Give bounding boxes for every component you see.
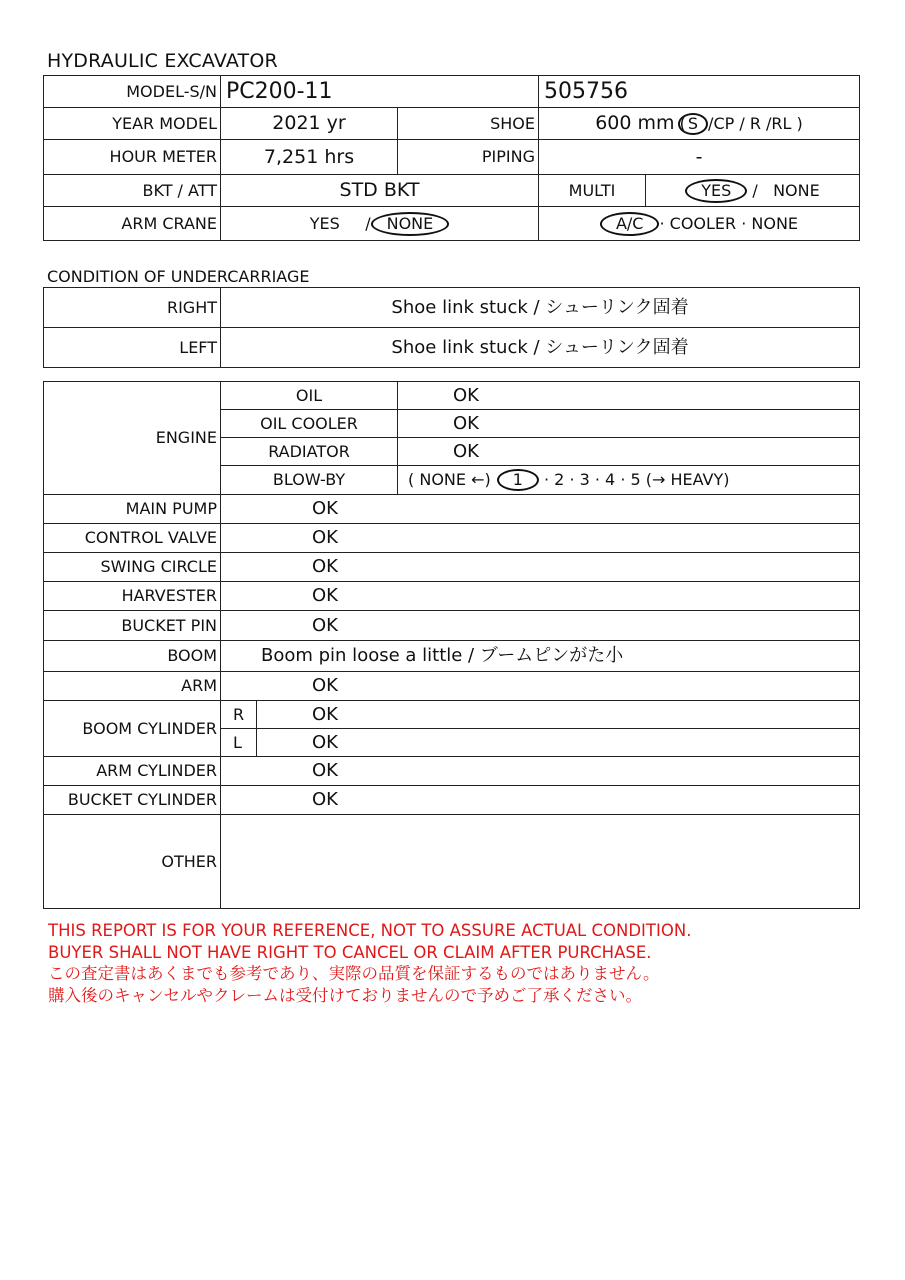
boom-cylinder-label: BOOM CYLINDER (44, 701, 221, 757)
blowby-none: ( NONE ←) (408, 470, 491, 489)
engine-label: ENGINE (44, 382, 221, 495)
disclaimer-line-4: 購入後のキャンセルやクレームは受付けておりませんので予めご了承ください。 (48, 985, 642, 1005)
boom-cylinder-l-label: L (221, 729, 257, 757)
shoe-options: /CP / R /RL ) (708, 113, 803, 133)
condition-table (43, 381, 860, 909)
undercarriage-table (43, 287, 860, 368)
page-title: HYDRAULIC EXCAVATOR (47, 50, 278, 72)
ac-circled: A/C (600, 212, 660, 236)
harvester-value: OK (221, 582, 860, 611)
arm-crane-value (221, 207, 539, 241)
engine-oil-cooler-value: OK (398, 410, 860, 438)
ac-value (539, 207, 860, 241)
engine-oil-cooler-label: OIL COOLER (221, 410, 398, 438)
bkt-att-value: STD BKT (221, 175, 539, 207)
blowby-selected-circled: 1 (497, 469, 539, 491)
main-pump-value: OK (221, 495, 860, 524)
boom-label: BOOM (44, 641, 221, 672)
engine-blowby-label: BLOW-BY (221, 466, 398, 495)
swing-circle-value: OK (221, 553, 860, 582)
hour-meter-value: 7,251 hrs (221, 140, 398, 175)
bkt-att-label: BKT / ATT (44, 175, 221, 207)
arm-cylinder-value: OK (221, 757, 860, 786)
piping-label: PIPING (398, 140, 539, 175)
multi-sep: / (752, 180, 758, 200)
disclaimer (48, 920, 691, 1006)
shoe-value (539, 108, 860, 140)
uc-right-value: Shoe link stuck / シューリンク固着 (221, 288, 860, 328)
arm-label: ARM (44, 672, 221, 701)
control-valve-label: CONTROL VALVE (44, 524, 221, 553)
arm-crane-none-circled: NONE (371, 212, 450, 236)
swing-circle-label: SWING CIRCLE (44, 553, 221, 582)
engine-oil-value: OK (398, 382, 860, 410)
arm-cylinder-label: ARM CYLINDER (44, 757, 221, 786)
multi-label: MULTI (539, 175, 646, 207)
undercarriage-title: CONDITION OF UNDERCARRIAGE (47, 267, 310, 286)
engine-blowby-scale (398, 466, 860, 495)
other-label: OTHER (44, 815, 221, 909)
piping-value: - (539, 140, 860, 175)
shoe-open: ( (679, 113, 686, 133)
bucket-cylinder-label: BUCKET CYLINDER (44, 786, 221, 815)
multi-none: NONE (773, 180, 820, 200)
bucket-pin-label: BUCKET PIN (44, 611, 221, 641)
bucket-cylinder-value: OK (221, 786, 860, 815)
uc-right-label: RIGHT (44, 288, 221, 328)
shoe-s-circled: S (678, 113, 708, 135)
engine-radiator-label: RADIATOR (221, 438, 398, 466)
disclaimer-line-3: この査定書はあくまでも参考であり、実際の品質を保証するものではありません。 (48, 964, 660, 983)
control-valve-value: OK (221, 524, 860, 553)
engine-oil-label: OIL (221, 382, 398, 410)
spec-table (43, 75, 860, 241)
disclaimer-line-2: BUYER SHALL NOT HAVE RIGHT TO CANCEL OR CLAIM AFTER PURCHASE. (48, 942, 652, 962)
multi-yes-circled: YES (685, 179, 747, 203)
shoe-size: 600 mm (595, 111, 675, 134)
shoe-label: SHOE (398, 108, 539, 140)
multi-value (646, 175, 860, 207)
ac-options: · COOLER · NONE (659, 213, 799, 233)
arm-crane-yes: YES (309, 213, 340, 233)
model-value: PC200-11 (221, 76, 539, 108)
blowby-scale-rest: · 2 · 3 · 4 · 5 (→ HEAVY) (544, 470, 730, 489)
boom-cylinder-l-value: OK (257, 729, 860, 757)
uc-left-value: Shoe link stuck / シューリンク固着 (221, 328, 860, 368)
hour-meter-label: HOUR METER (44, 140, 221, 175)
arm-crane-sep: / (365, 213, 371, 233)
arm-value: OK (221, 672, 860, 701)
bucket-pin-value: OK (221, 611, 860, 641)
serial-value: 505756 (539, 76, 860, 108)
uc-left-label: LEFT (44, 328, 221, 368)
arm-crane-label: ARM CRANE (44, 207, 221, 241)
disclaimer-line-1: THIS REPORT IS FOR YOUR REFERENCE, NOT TO ASSURE ACTUAL CONDITION. (48, 921, 692, 940)
model-sn-label: MODEL-S/N (44, 76, 221, 108)
harvester-label: HARVESTER (44, 582, 221, 611)
boom-cylinder-r-value: OK (257, 701, 860, 729)
year-model-value: 2021 yr (221, 108, 398, 140)
engine-radiator-value: OK (398, 438, 860, 466)
boom-value: Boom pin loose a little / ブームピンがた小 (221, 641, 860, 672)
year-model-label: YEAR MODEL (44, 108, 221, 140)
main-pump-label: MAIN PUMP (44, 495, 221, 524)
boom-cylinder-r-label: R (221, 701, 257, 729)
other-value (221, 815, 860, 909)
